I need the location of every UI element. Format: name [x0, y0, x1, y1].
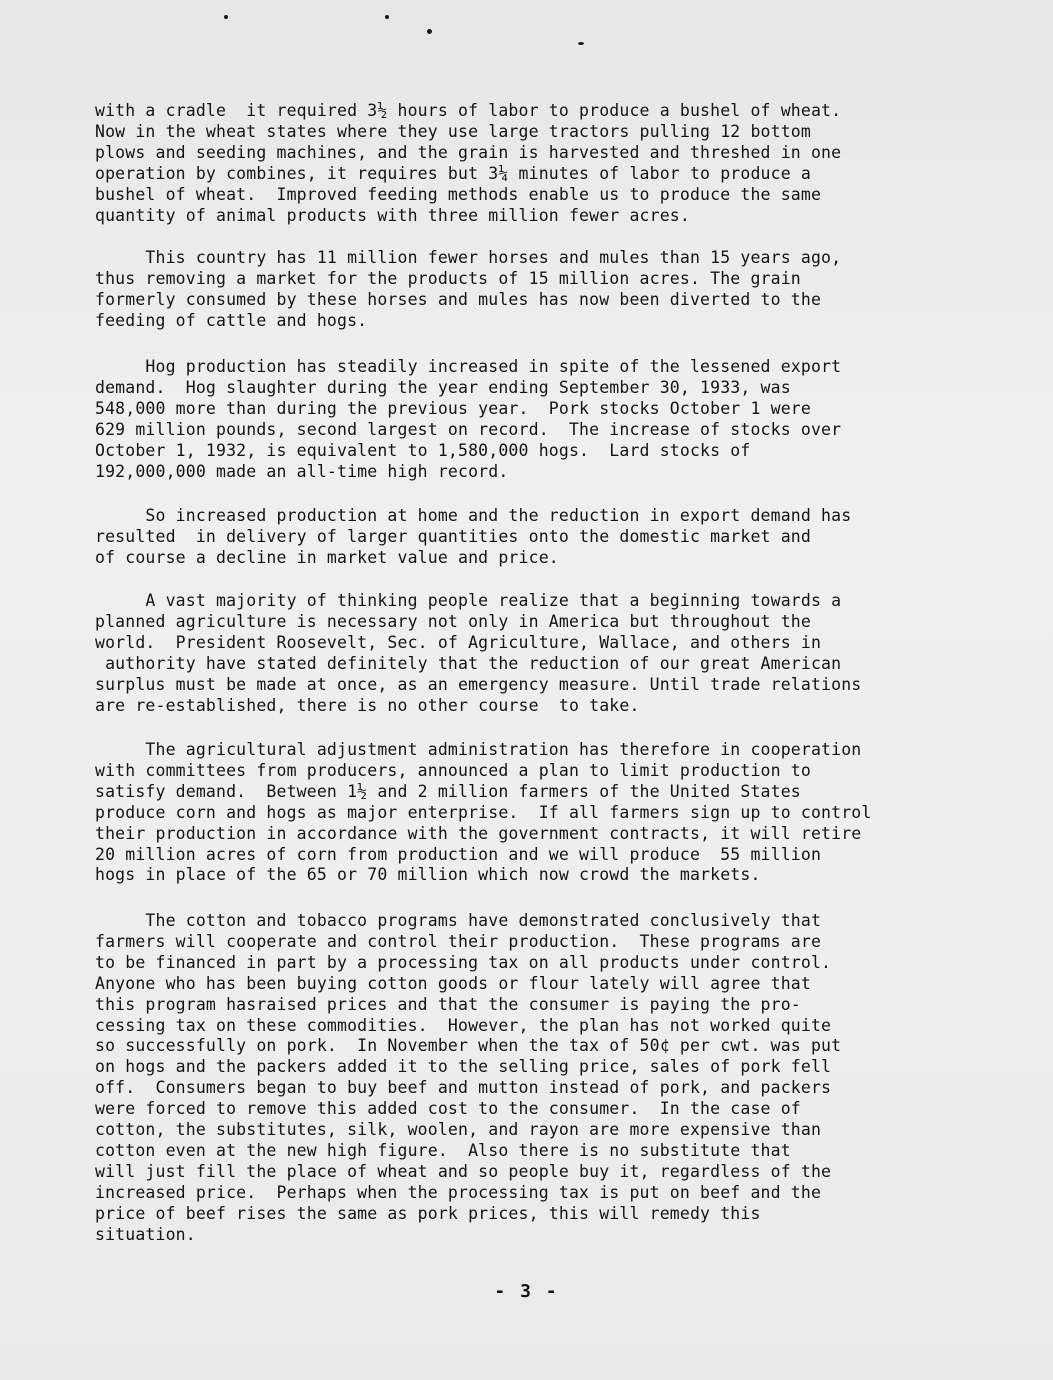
ink-speck — [385, 15, 389, 19]
paragraph-hog-production: Hog production has steadily increased in spite of the lessened export demand. Hog slaughter during the year ending September 30, 1933, was 548,000 more than during the previous year. Pork stocks October 1 were 629 million pounds, second largest on record. The increase of stocks over October 1, 1932, is equivalent to 1,580,000 hogs. Lard stocks of 192,000,000 made an all-time high record. — [95, 357, 842, 481]
page-number: - 3 - — [494, 1281, 559, 1302]
paragraph-increased-production: So increased production at home and the reduction in export demand has resulted in delivery of larger quantities onto the domestic market and of course a decline in market value and price. — [95, 506, 852, 567]
paragraph-planned-agriculture: A vast majority of thinking people realize that a beginning towards a planned agriculture is necessary not only in America but throughout the world. President Roosevelt, Sec. of Agriculture, Wallace, and others in authority have stated definitely that the reduction of our great American surplus must be made at once, as an emergency measure. Until trade relations are re-established, there is no other course to take. — [95, 591, 862, 715]
paragraph-horses-mules: This country has 11 million fewer horses and mules than 15 years ago, thus removing a market for the products of 15 million acres. The grain formerly consumed by these horses and mules has now been diverted to the feeding of cattle and hogs. — [95, 248, 842, 330]
paragraph-adjustment-administration: The agricultural adjustment administration has therefore in cooperation with committees from producers, announced a plan to limit production to satisfy demand. Between 1½ and 2 million farmers of the United States produce corn and hogs as major enterprise. If all farmers sign up to control their production in accordance with the government contracts, it will retire 20 million acres of corn from production and we will produce 55 million hogs in place of the 65 or 70 million which now crowd the markets. — [95, 740, 872, 885]
paragraph-cotton-tobacco: The cotton and tobacco programs have demonstrated conclusively that farmers will cooperate and control their production. These programs are to be financed in part by a processing tax on all products under control. Anyone who has been buying cotton goods or flour lately will agree that this program hasraised prices and that the consumer is paying the pro- cessing tax on these commodities. However, the plan has not worked quite so successfully on pork. In November when the tax of 50¢ per cwt. was put on hogs and the packers added it to the selling price, sales of pork fell off. Consumers began to buy beef and mutton instead of pork, and packers were forced to remove this added cost to the consumer. In the case of cotton, the substitutes, silk, woolen, and rayon are more expensive than cotton even at the new high figure. Also there is no substitute that will just fill the place of wheat and so people buy it, regardless of the increased price. Perhaps when the processing tax is put on beef and the price of beef rises the same as pork prices, this will remedy this situation. — [95, 911, 842, 1244]
ink-speck — [578, 42, 584, 45]
ink-speck — [427, 29, 432, 34]
ink-speck — [224, 15, 228, 19]
paragraph-wheat-labor: with a cradle it required 3½ hours of labor to produce a bushel of wheat. Now in the wheat states where they use large tractors pulling 12 bottom plows and seeding machines, and the grain is harvested and threshed in one operation by combines, it requires but 3¼ minutes of labor to produce a bushel of wheat. Improved feeding methods enable us to produce the same quantity of animal products with three million fewer acres. — [95, 101, 842, 225]
